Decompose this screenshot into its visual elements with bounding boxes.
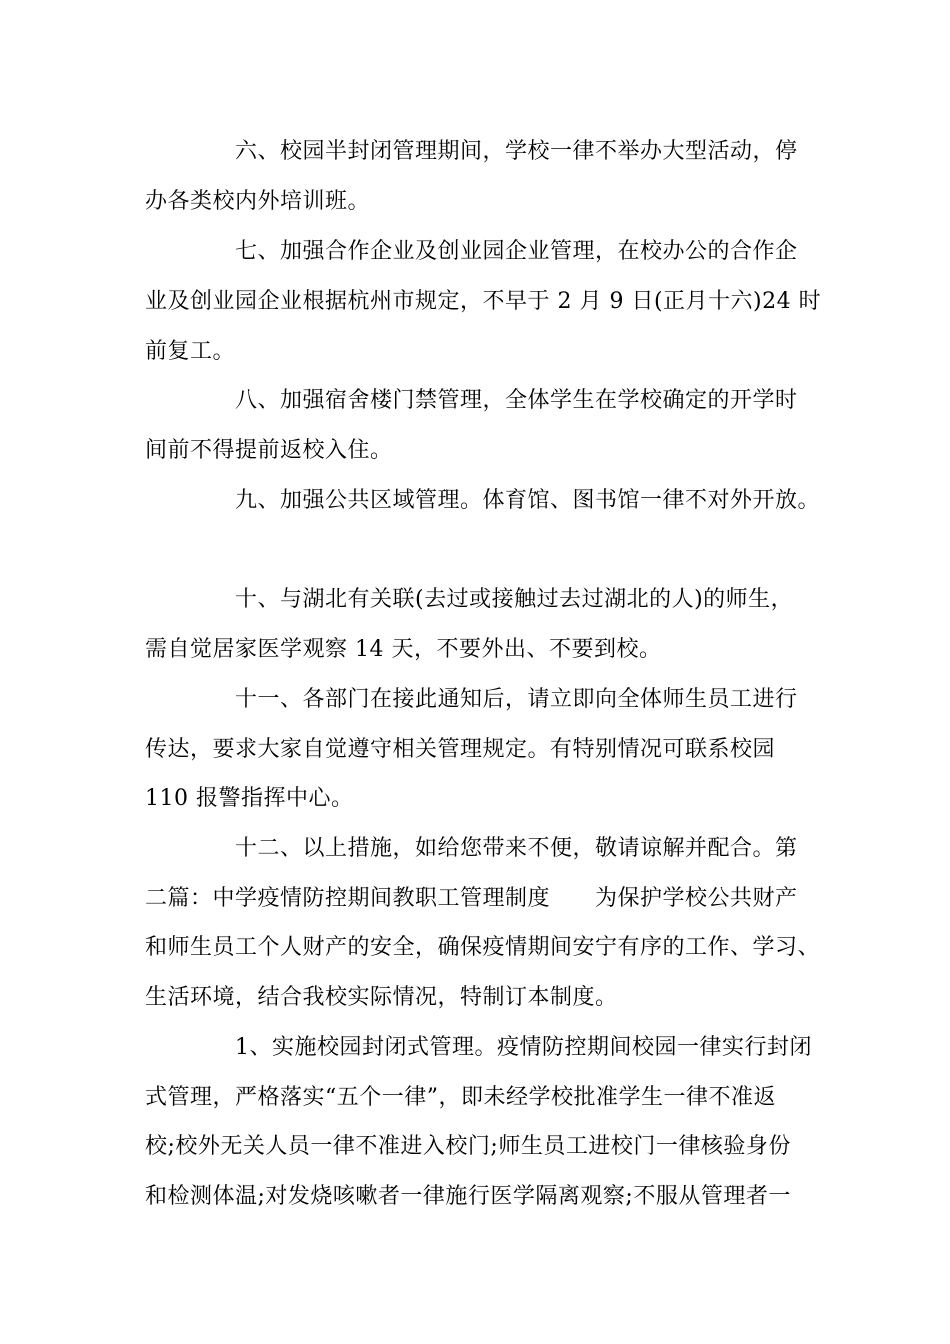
paragraph-12-line-2: 二篇：中学疫情防控期间教职工管理制度 为保护学校公共财产: [145, 886, 798, 911]
paragraph-6-line-2: 办各类校内外培训班。: [145, 189, 371, 214]
paragraph-10-line-1: 十、与湖北有关联(去过或接触过去过湖北的人)的师生，: [235, 587, 794, 612]
paragraph-11-line-2: 传达，要求大家自觉遵守相关管理规定。有特别情况可联系校园: [145, 737, 776, 762]
paragraph-7-line-3: 前复工。: [145, 339, 236, 364]
paragraph-12-line-3: 和师生员工个人财产的安全，确保疫情期间安宁有序的工作、学习、: [145, 935, 821, 960]
paragraph-11-line-3: 110 报警指挥中心。: [145, 786, 354, 811]
paragraph-7-line-1: 七、加强合作企业及创业园企业管理，在校办公的合作企: [235, 239, 798, 264]
item-1-line-4: 和检测体温;对发烧咳嗽者一律施行医学隔离观察;不服从管理者一: [145, 1184, 791, 1209]
paragraph-8-line-2: 间前不得提前返校入住。: [145, 438, 393, 463]
paragraph-12-line-1: 十二、以上措施，如给您带来不便，敬请谅解并配合。第: [235, 836, 798, 861]
paragraph-9-line-1: 九、加强公共区域管理。体育馆、图书馆一律不对外开放。: [235, 488, 821, 513]
paragraph-12-line-4: 生活环境，结合我校实际情况，特制订本制度。: [145, 985, 618, 1010]
item-1-line-2: 式管理，严格落实“五个一律”，即未经学校批准学生一律不准返: [145, 1085, 776, 1110]
paragraph-8-line-1: 八、加强宿舍楼门禁管理，全体学生在学校确定的开学时: [235, 388, 798, 413]
item-1-line-3: 校;校外无关人员一律不准进入校门;师生员工进校门一律核验身份: [145, 1134, 791, 1159]
paragraph-10-line-2: 需自觉居家医学观察 14 天，不要外出、不要到校。: [145, 637, 662, 662]
item-1-line-1: 1、实施校园封闭式管理。疫情防控期间校园一律实行封闭: [235, 1035, 812, 1060]
paragraph-7-line-2: 业及创业园企业根据杭州市规定，不早于 2 月 9 日(正月十六)24 时: [145, 289, 822, 314]
paragraph-6-line-1: 六、校园半封闭管理期间，学校一律不举办大型活动，停: [235, 139, 798, 164]
paragraph-11-line-1: 十一、各部门在接此通知后，请立即向全体师生员工进行: [235, 687, 798, 712]
